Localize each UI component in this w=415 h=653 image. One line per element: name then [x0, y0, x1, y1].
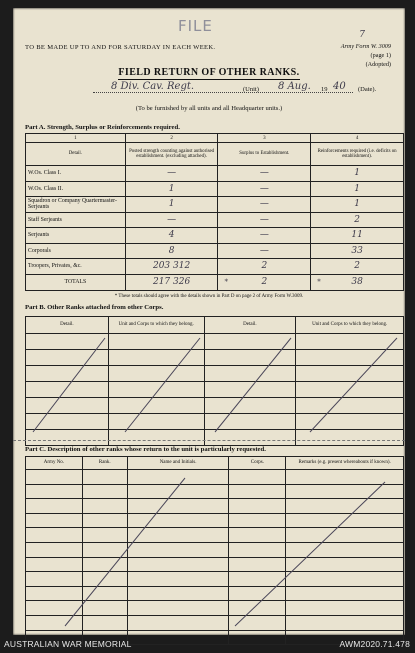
table-row [26, 166, 404, 182]
blank-cell [229, 572, 286, 587]
table-row [26, 197, 404, 213]
blank-cell [229, 615, 286, 630]
year-prefix: 19 [321, 86, 328, 93]
blank-row [26, 557, 404, 572]
header-detail: Detail. [26, 317, 109, 334]
totals-label: TOTALS [26, 274, 126, 290]
header-detail: Detail. [204, 317, 296, 334]
asterisk-icon: * [317, 277, 321, 286]
blank-cell [82, 499, 127, 514]
column-number: 2 [125, 134, 218, 143]
blank-cell [26, 382, 109, 398]
blank-row [26, 572, 404, 587]
blank-row [26, 484, 404, 499]
blank-cell [26, 601, 83, 616]
form-page: (page 1) [370, 52, 391, 59]
part-c-table [25, 456, 404, 645]
blank-cell [26, 414, 109, 430]
header-corps: Corps. [229, 457, 286, 470]
blank-cell [108, 334, 204, 350]
total-posted: 217 326 [125, 274, 218, 290]
blank-cell [26, 528, 83, 543]
reinforcements-value: 2 [311, 259, 404, 275]
blank-cell [26, 484, 83, 499]
blank-cell [82, 528, 127, 543]
blank-cell [82, 542, 127, 557]
totals-row [26, 274, 404, 290]
surplus-value: — [218, 181, 311, 197]
blank-cell [229, 528, 286, 543]
year-value: 40 [333, 81, 346, 92]
blank-cell [204, 350, 296, 366]
blank-cell [26, 513, 83, 528]
blank-cell [229, 542, 286, 557]
header-name: Name and Initials. [127, 457, 229, 470]
blank-row [26, 334, 404, 350]
table-row [26, 243, 404, 259]
header-army-no: Army No. [26, 457, 83, 470]
blank-cell [127, 630, 229, 645]
blank-cell [286, 615, 404, 630]
row-detail: Staff Serjeants [26, 212, 126, 228]
blank-cell [286, 586, 404, 601]
blank-cell [204, 382, 296, 398]
header-instruction: TO BE MADE UP TO AND FOR SATURDAY IN EACH WEEK. [25, 44, 216, 51]
blank-row [26, 542, 404, 557]
blank-cell [108, 382, 204, 398]
blank-cell [108, 350, 204, 366]
blank-cell [26, 542, 83, 557]
unit-date-line [93, 78, 398, 98]
blank-row [26, 601, 404, 616]
posted-value: — [125, 212, 218, 228]
surplus-value: 2 [218, 259, 311, 275]
blank-cell [108, 414, 204, 430]
header-reinforcements: Reinforcements required (i.e. deficits on establishment). [311, 143, 404, 166]
blank-cell [286, 528, 404, 543]
blank-cell [296, 430, 404, 446]
blank-cell [229, 586, 286, 601]
blank-cell [229, 557, 286, 572]
blank-cell [296, 414, 404, 430]
blank-cell [127, 484, 229, 499]
header-posted-strength: Posted strength counting against authorised establishment. (excluding attached). [125, 143, 218, 166]
blank-cell [204, 398, 296, 414]
blank-cell [82, 572, 127, 587]
blank-cell [296, 350, 404, 366]
part-b-table [25, 316, 404, 446]
posted-value: — [125, 166, 218, 182]
blank-row [26, 513, 404, 528]
posted-value: 1 [125, 181, 218, 197]
blank-cell [127, 615, 229, 630]
blank-cell [26, 366, 109, 382]
blank-cell [229, 513, 286, 528]
total-reinforcements: 38 [351, 277, 363, 287]
blank-cell [127, 542, 229, 557]
file-annotation: FILE [178, 17, 213, 35]
blank-cell [82, 557, 127, 572]
blank-cell [82, 601, 127, 616]
form-name: Army Form W. 3009 [340, 43, 391, 50]
blank-cell [286, 542, 404, 557]
blank-cell [127, 557, 229, 572]
posted-value: 8 [125, 243, 218, 259]
form-title [13, 67, 405, 78]
part-a-title: Part A. Strength, Surplus or Reinforcements required. [25, 124, 180, 131]
total-reinforcements-cell [311, 274, 404, 290]
part-a-footnote: * These totals should agree with the details shown in Part D on page 2 of Army Form W.3009. [114, 294, 304, 299]
table-row [26, 259, 404, 275]
blank-cell [82, 586, 127, 601]
blank-cell [26, 615, 83, 630]
tear-line [13, 440, 405, 441]
part-c-title: Part C. Description of other ranks whose return to the unit is particularly requested. [25, 446, 266, 453]
blank-row [26, 430, 404, 446]
header-remarks: Remarks (e.g. present whereabouts if known). [286, 457, 404, 470]
form-reference [341, 42, 391, 69]
column-number: 4 [311, 134, 404, 143]
blank-cell [108, 398, 204, 414]
blank-cell [286, 557, 404, 572]
column-number-row [26, 134, 404, 143]
row-detail: W.Os. Class I. [26, 166, 126, 182]
blank-cell [82, 615, 127, 630]
blank-row [26, 414, 404, 430]
table-row [26, 212, 404, 228]
blank-cell [82, 470, 127, 485]
reinforcements-value: 33 [311, 243, 404, 259]
blank-cell [204, 414, 296, 430]
column-number: 1 [26, 134, 126, 143]
blank-cell [296, 366, 404, 382]
blank-row [26, 586, 404, 601]
blank-cell [82, 484, 127, 499]
blank-cell [286, 484, 404, 499]
surplus-value: — [218, 228, 311, 244]
blank-row [26, 470, 404, 485]
row-detail: Corporals [26, 243, 126, 259]
header-unit-corps: Unit and Corps to which they belong. [296, 317, 404, 334]
reinforcements-value: 1 [311, 166, 404, 182]
row-detail: Troopers, Privates, &c. [26, 259, 126, 275]
blank-cell [26, 350, 109, 366]
total-surplus-cell [218, 274, 311, 290]
row-detail: W.Os. Class II. [26, 181, 126, 197]
blank-cell [26, 470, 83, 485]
blank-cell [204, 334, 296, 350]
blank-cell [286, 572, 404, 587]
reinforcements-value: 11 [311, 228, 404, 244]
footer-accession-number: AWM2020.71.478 [339, 639, 410, 649]
form-adopted: (Adopted) [365, 61, 391, 68]
blank-cell [286, 499, 404, 514]
blank-cell [26, 499, 83, 514]
reinforcements-value: 1 [311, 197, 404, 213]
surplus-value: — [218, 243, 311, 259]
blank-cell [229, 470, 286, 485]
blank-row [26, 499, 404, 514]
blank-cell [204, 366, 296, 382]
unit-label: (Unit) [243, 86, 259, 93]
row-detail: Squadron or Company Quartermaster-Serjeants [26, 197, 126, 213]
blank-cell [127, 601, 229, 616]
part-b-title: Part B. Other Ranks attached from other Corps. [25, 304, 164, 311]
blank-cell [26, 398, 109, 414]
blank-row [26, 398, 404, 414]
blank-cell [26, 557, 83, 572]
posted-value: 4 [125, 228, 218, 244]
blank-cell [296, 382, 404, 398]
blank-cell [108, 430, 204, 446]
reinforcements-value: 1 [311, 181, 404, 197]
form-title-text: FIELD RETURN OF OTHER RANKS. [118, 67, 300, 78]
unit-value: 8 Div. Cav. Regt. [111, 81, 195, 92]
column-number: 3 [218, 134, 311, 143]
blank-cell [82, 513, 127, 528]
blank-cell [26, 430, 109, 446]
row-detail: Serjeants [26, 228, 126, 244]
blank-cell [204, 430, 296, 446]
blank-cell [296, 398, 404, 414]
part-a-header-row [26, 143, 404, 166]
blank-cell [229, 630, 286, 645]
posted-value: 203 312 [125, 259, 218, 275]
blank-cell [26, 572, 83, 587]
table-row [26, 228, 404, 244]
date-label: (Date). [358, 86, 377, 93]
total-surplus: 2 [261, 277, 268, 287]
asterisk-icon: * [224, 277, 228, 286]
blank-row [26, 528, 404, 543]
unit-dotted-line [93, 92, 353, 93]
part-c-header-row [26, 457, 404, 470]
furnished-note: (To be furnished by all units and all Headquarter units.) [135, 105, 283, 112]
date-value: 8 Aug. [278, 81, 311, 92]
surplus-value: — [218, 197, 311, 213]
header-surplus: Surplus to Establishment. [218, 143, 311, 166]
blank-cell [286, 513, 404, 528]
header-rank: Rank. [82, 457, 127, 470]
document-page [13, 8, 405, 635]
blank-cell [286, 470, 404, 485]
blank-cell [108, 366, 204, 382]
blank-cell [127, 513, 229, 528]
blank-row [26, 350, 404, 366]
blank-cell [229, 601, 286, 616]
blank-cell [26, 334, 109, 350]
folio-number: 7 [359, 30, 365, 40]
blank-row [26, 615, 404, 630]
blank-cell [286, 601, 404, 616]
blank-cell [127, 528, 229, 543]
surplus-value: — [218, 212, 311, 228]
blank-cell [127, 499, 229, 514]
footer-institution: AUSTRALIAN WAR MEMORIAL [4, 639, 132, 649]
header-unit-corps: Unit and Corps to which they belong. [108, 317, 204, 334]
surplus-value: — [218, 166, 311, 182]
blank-row [26, 366, 404, 382]
part-b-header-row [26, 317, 404, 334]
blank-cell [127, 586, 229, 601]
header-detail: Detail. [26, 143, 126, 166]
blank-cell [296, 334, 404, 350]
blank-cell [127, 470, 229, 485]
blank-cell [229, 484, 286, 499]
blank-cell [229, 499, 286, 514]
blank-cell [26, 586, 83, 601]
posted-value: 1 [125, 197, 218, 213]
table-row [26, 181, 404, 197]
reinforcements-value: 2 [311, 212, 404, 228]
part-a-table [25, 133, 404, 291]
blank-row [26, 382, 404, 398]
blank-cell [127, 572, 229, 587]
